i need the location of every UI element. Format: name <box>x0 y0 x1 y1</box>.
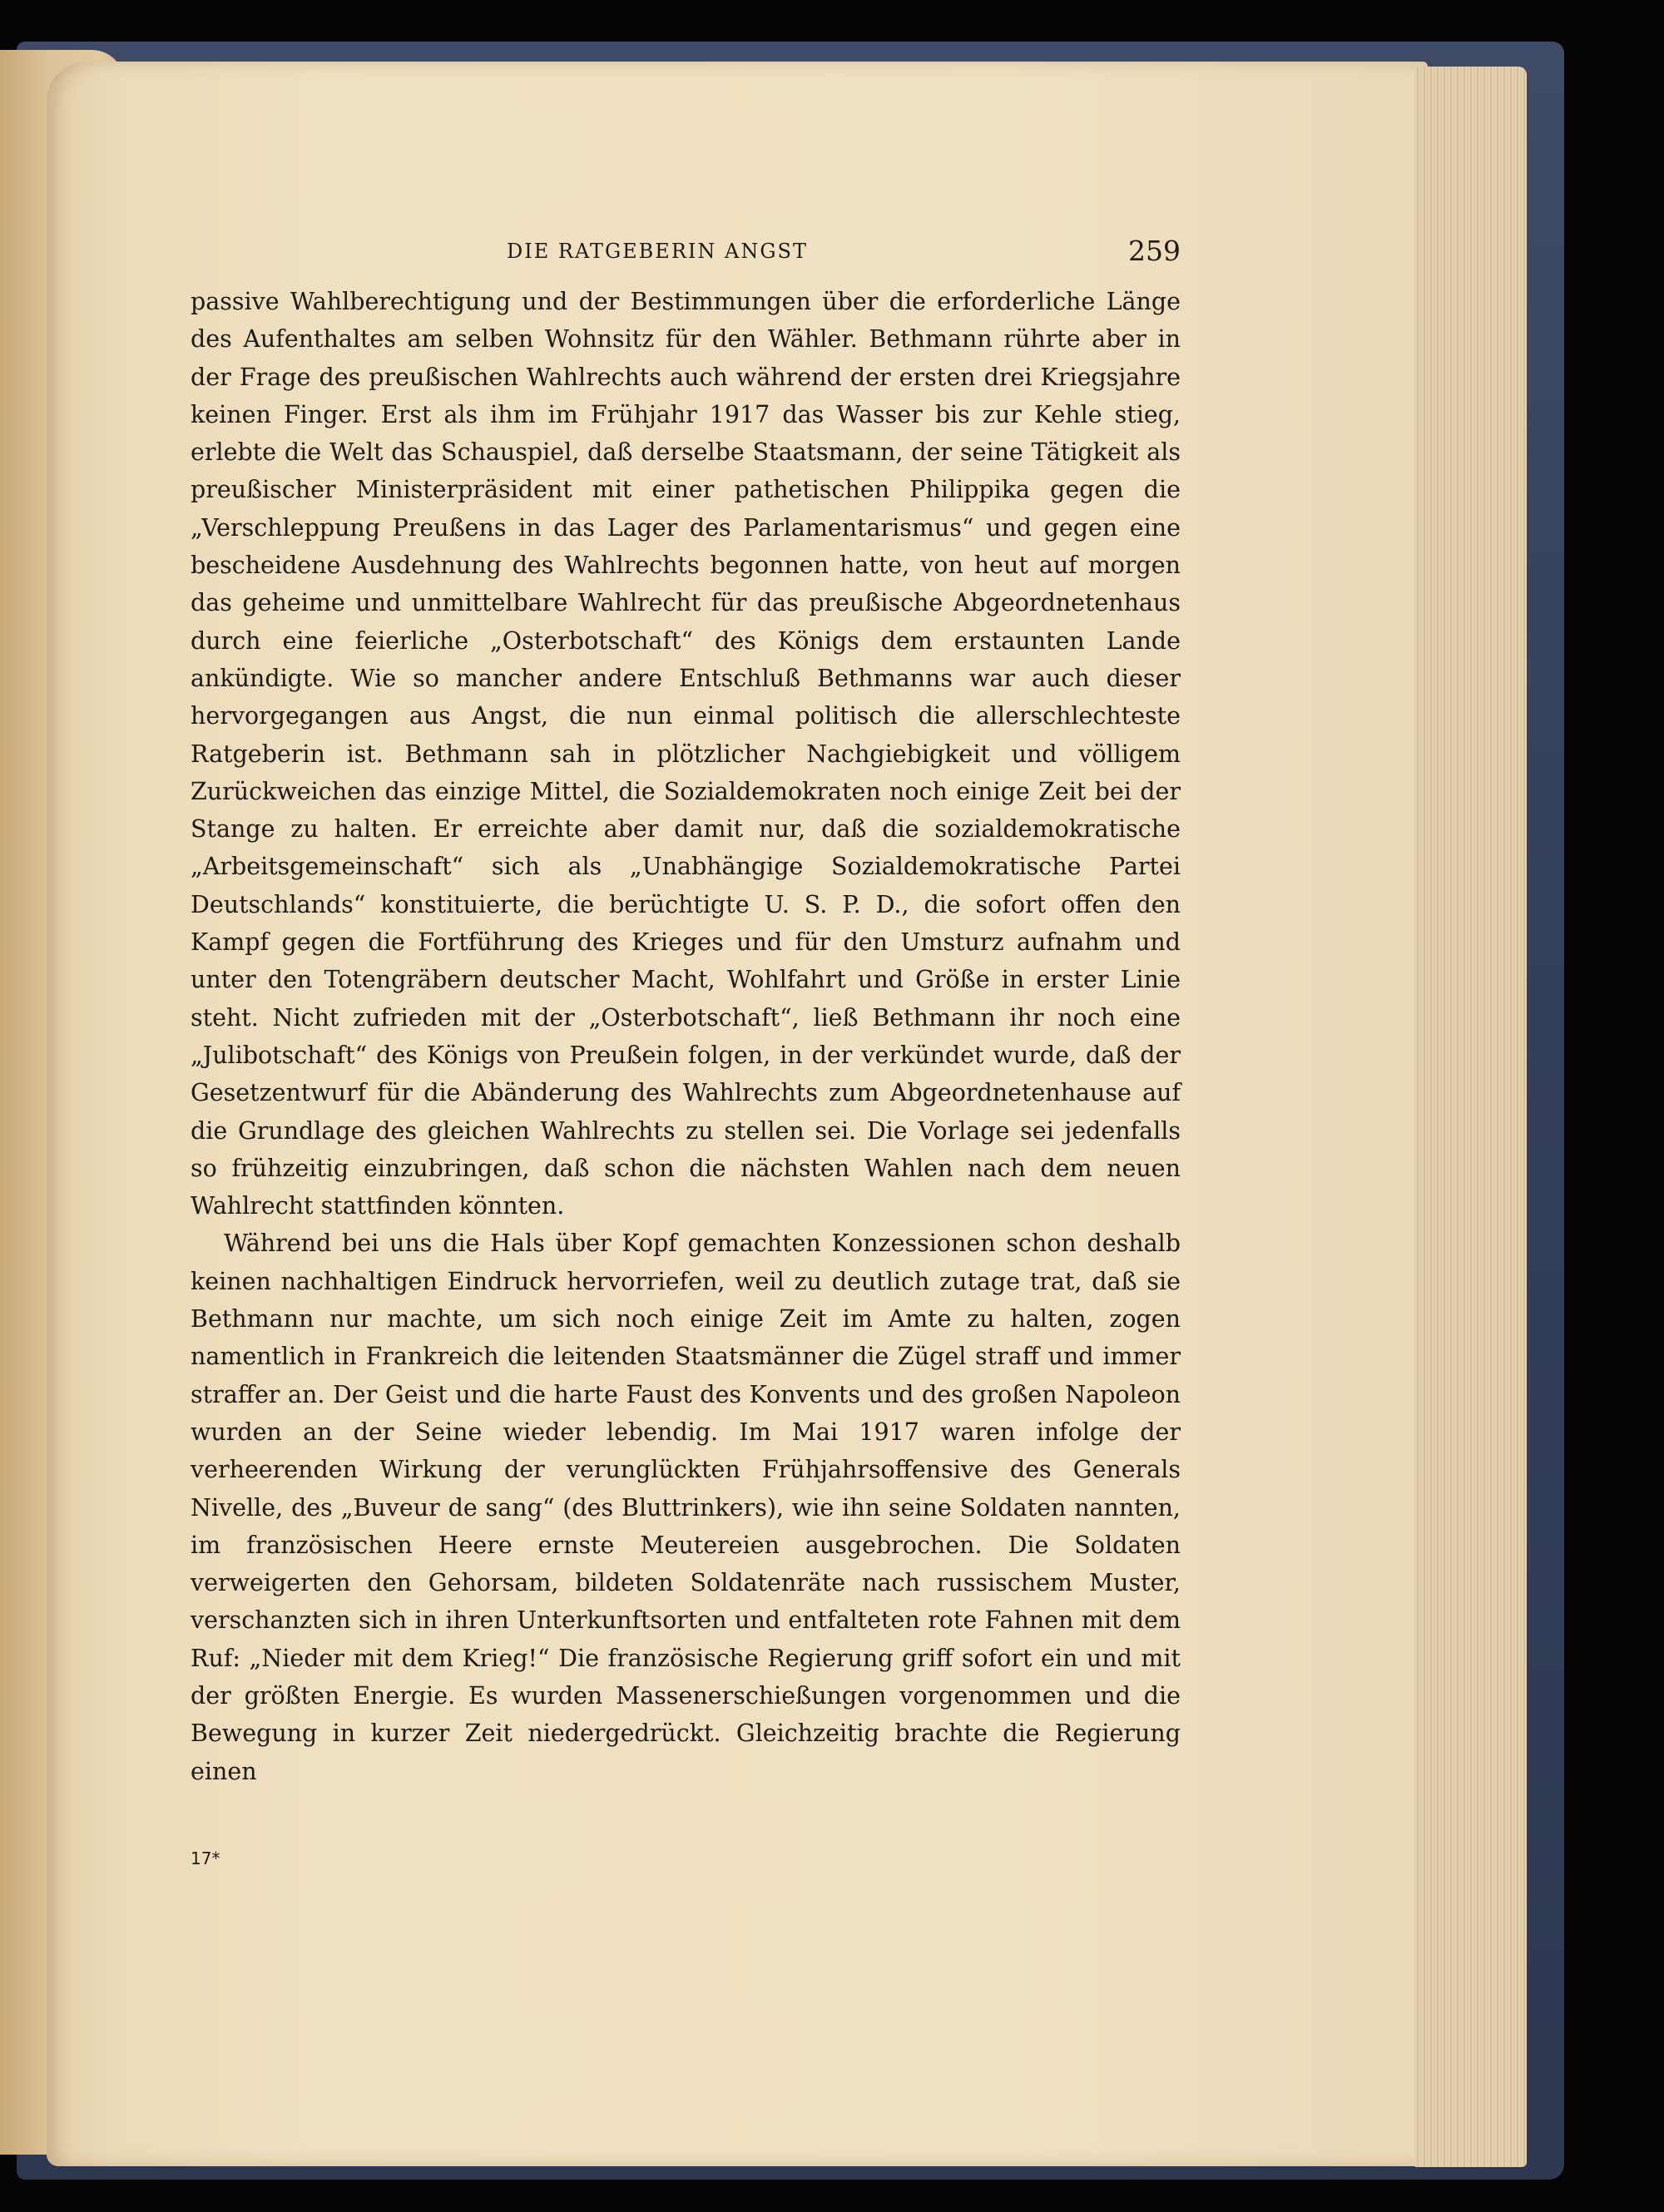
page-number: 259 <box>1128 235 1181 267</box>
page-stack-edges <box>1414 67 1527 2167</box>
running-head <box>191 233 1181 266</box>
body-paragraph: Während bei uns die Hals über Kopf gemachten Konzessionen schon deshalb keinen nachhaltigen Eindruck hervorriefen, weil zu deutlich zutage trat, daß sie Bethmann nur machte, um sich noch einige Zeit im Amte zu halten, zogen namentlich in Frankreich die leitenden Staatsmänner die Zügel straff und immer straffer an. Der Geist und die harte Faust des Konvents und des großen Napoleon wurden an der Seine wieder lebendig. Im Mai 1917 waren infolge der verheerenden Wirkung der verunglückten Frühjahrsoffensive des Generals Nivelle, des „Buveur de sang“ (des Bluttrinkers), wie ihn seine Soldaten nannten, im französischen Heere ernste Meutereien ausgebrochen. Die Soldaten verweigerten den Gehorsam, bildeten Soldatenräte nach russischem Muster, verschanzten sich in ihren Unterkunftsorten und entfalteten rote Fahnen mit dem Ruf: „Nieder mit dem Krieg!“ Die französische Regierung griff sofort ein und mit der größten Energie. Es wurden Massenerschießungen vorgenommen und die Bewegung in kurzer Zeit niedergedrückt. Gleichzeitig brachte die Regierung einen <box>191 1230 1181 1785</box>
page-text-block <box>191 233 1181 1790</box>
running-title: DIE RATGEBERIN ANGST <box>507 240 808 263</box>
body-paragraph: passive Wahlberechtigung und der Bestimmungen über die erforderliche Länge des Aufenthaltes am selben Wohnsitz für den Wähler. Bethmann rührte aber in der Frage des preußischen Wahlrechts auch während der ersten drei Kriegsjahre keinen Finger. Erst als ihm im Frühjahr 1917 das Wasser bis zur Kehle stieg, erlebte die Welt das Schauspiel, daß derselbe Staatsmann, der seine Tätigkeit als preußischer Ministerpräsident mit einer pathetischen Philippika gegen die „Verschleppung Preußens in das Lager des Parlamentarismus“ und gegen eine bescheidene Ausdehnung des Wahlrechts begonnen hatte, von heut auf morgen das geheime und unmittelbare Wahlrecht für das preußische Abgeordnetenhaus durch eine feierliche „Osterbotschaft“ des Königs dem erstaunten Lande ankündigte. Wie so mancher andere Entschluß Bethmanns war auch dieser hervorgegangen aus Angst, die nun einmal politisch die allerschlechteste Ratgeberin ist. Bethmann sah in plötzlicher Nachgiebigkeit und völligem Zurückweichen das einzige Mittel, die Sozialdemokraten noch einige Zeit bei der Stange zu halten. Er erreichte aber damit nur, daß die sozialdemokratische „Arbeitsgemeinschaft“ sich als „Unabhängige Sozialdemokratische Partei Deutschlands“ konstituierte, die berüchtigte U. S. P. D., die sofort offen den Kampf gegen die Fortführung des Krieges und für den Umsturz aufnahm und unter den Totengräbern deutscher Macht, Wohlfahrt und Größe in erster Linie steht. Nicht zufrieden mit der „Osterbotschaft“, ließ Bethmann ihr noch eine „Julibotschaft“ des Königs von Preußein folgen, in der verkündet wurde, daß der Gesetzentwurf für die Abänderung des Wahlrechts zum Abgeordnetenhause auf die Grundlage des gleichen Wahlrechts zu stellen sei. Die Vorlage sei jedenfalls so frühzeitig einzubringen, daß schon die nächsten Wahlen nach dem neuen Wahlrecht stattfinden könnten. <box>191 288 1181 1220</box>
signature-mark: 17* <box>191 1848 220 1868</box>
